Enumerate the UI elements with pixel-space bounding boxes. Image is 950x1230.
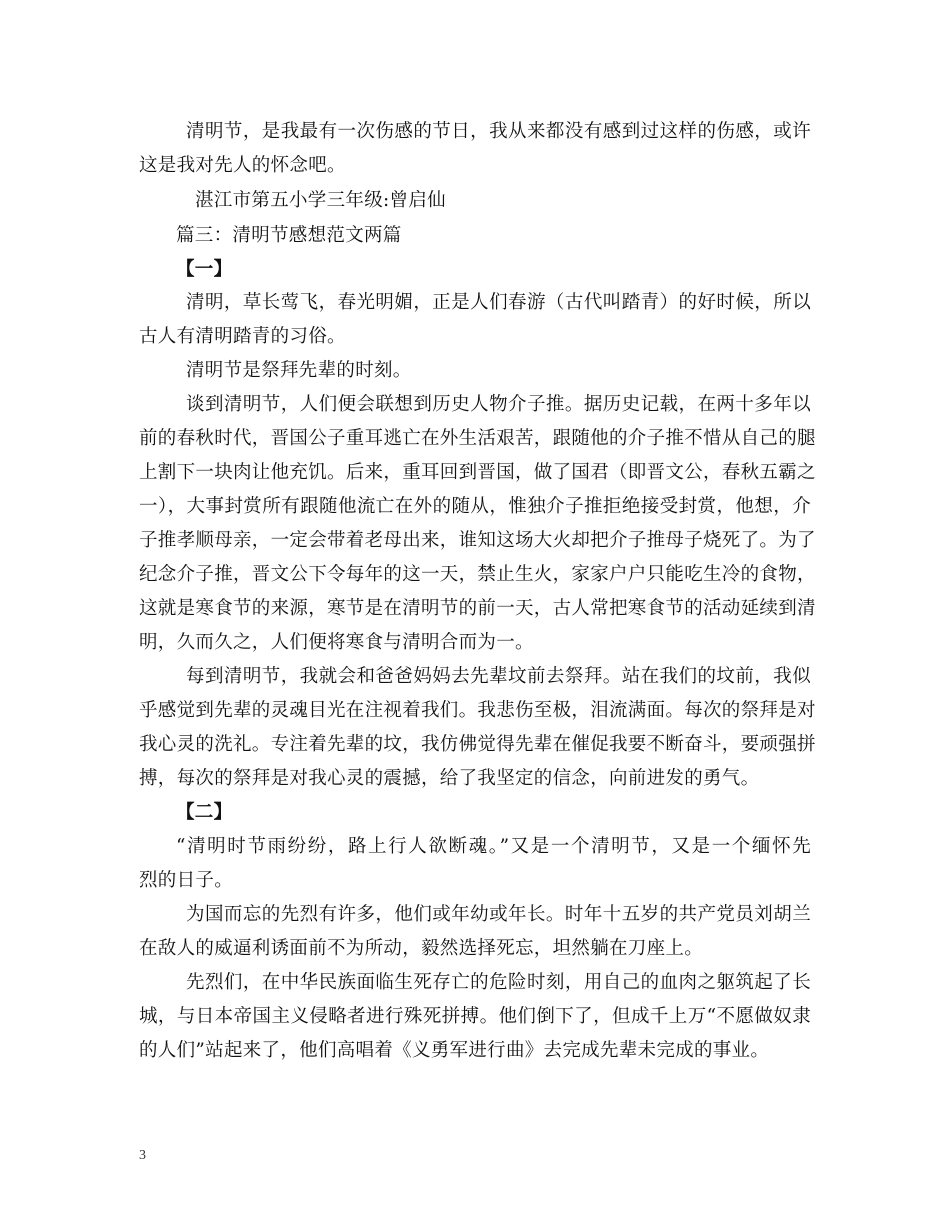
paragraph-line: 每到清明节，我就会和爸爸妈妈去先辈坟前去祭拜。站在我们的坟前，我似	[186, 666, 811, 687]
paragraph-line: 清明节，是我最有一次伤感的节日，我从来都没有感到过这样的伤感，或许	[186, 121, 811, 142]
subsection-marker: 【一】	[176, 259, 233, 280]
paragraph-line: 城，与日本帝国主义侵略者进行殊死拼搏。他们倒下了，但成千上万“不愿做奴隶	[139, 1006, 811, 1027]
paragraph-line: 清明节是祭拜先辈的时刻。	[186, 360, 412, 381]
paragraph-line: 搏，每次的祭拜是对我心灵的震撼，给了我坚定的信念，向前进发的勇气。	[139, 768, 760, 789]
page-number: 3	[139, 1148, 146, 1163]
paragraph-line: 纪念介子推，晋文公下令每年的这一天，禁止生火，家家户户只能吃生冷的食物，	[139, 564, 816, 585]
paragraph-line: 先烈们，在中华民族面临生死存亡的危险时刻，用自己的血肉之躯筑起了长	[186, 972, 811, 993]
paragraph-line: 明，久而久之，人们便将寒食与清明合而为一。	[139, 632, 534, 653]
paragraph-line: 前的春秋时代，晋国公子重耳逃亡在外生活艰苦，跟随他的介子推不惜从自己的腿	[139, 428, 816, 449]
paragraph-line: “清明时节雨纷纷，路上行人欲断魂。”又是一个清明节，又是一个缅怀先	[176, 836, 811, 857]
paragraph-line: 烈的日子。	[139, 870, 234, 891]
paragraph-line: 谈到清明节，人们便会联想到历史人物介子推。据历史记载，在两十多年以	[186, 394, 811, 415]
paragraph-line: 我心灵的洗礼。专注着先辈的坟，我仿佛觉得先辈在催促我要不断奋斗，要顽强拼	[139, 734, 816, 755]
paragraph-line: 古人有清明踏青的习俗。	[139, 326, 346, 347]
paragraph-line: 这就是寒食节的来源，寒节是在清明节的前一天，古人常把寒食节的活动延续到清	[139, 598, 816, 619]
author-line: 湛江市第五小学三年级:曾启仙	[195, 190, 446, 211]
paragraph-line: 这是我对先人的怀念吧。	[139, 155, 346, 176]
paragraph-line: 子推孝顺母亲，一定会带着老母出来，谁知这场大火却把介子推母子烧死了。为了	[139, 530, 816, 551]
paragraph-line: 在敌人的威逼利诱面前不为所动，毅然选择死忘，坦然躺在刀座上。	[139, 938, 704, 959]
paragraph-line: 为国而忘的先烈有许多，他们或年幼或年长。时年十五岁的共产党员刘胡兰	[186, 904, 811, 925]
paragraph-line: 乎感觉到先辈的灵魂目光在注视着我们。我悲伤至极，泪流满面。每次的祭拜是对	[139, 700, 816, 721]
paragraph-line: 一），大事封赏所有跟随他流亡在外的随从，惟独介子推拒绝接受封赏，他想，介	[139, 496, 811, 517]
section-heading: 篇三：清明节感想范文两篇	[176, 225, 402, 246]
paragraph-line: 的人们”站起来了，他们高唱着《义勇军进行曲》去完成先辈未完成的事业。	[139, 1040, 770, 1061]
paragraph-line: 清明，草长莺飞，春光明媚，正是人们春游（古代叫踏青）的好时候，所以	[186, 292, 811, 313]
paragraph-line: 上割下一块肉让他充饥。后来，重耳回到晋国，做了国君（即晋文公，春秋五霸之	[139, 462, 816, 483]
subsection-marker: 【二】	[176, 802, 233, 823]
